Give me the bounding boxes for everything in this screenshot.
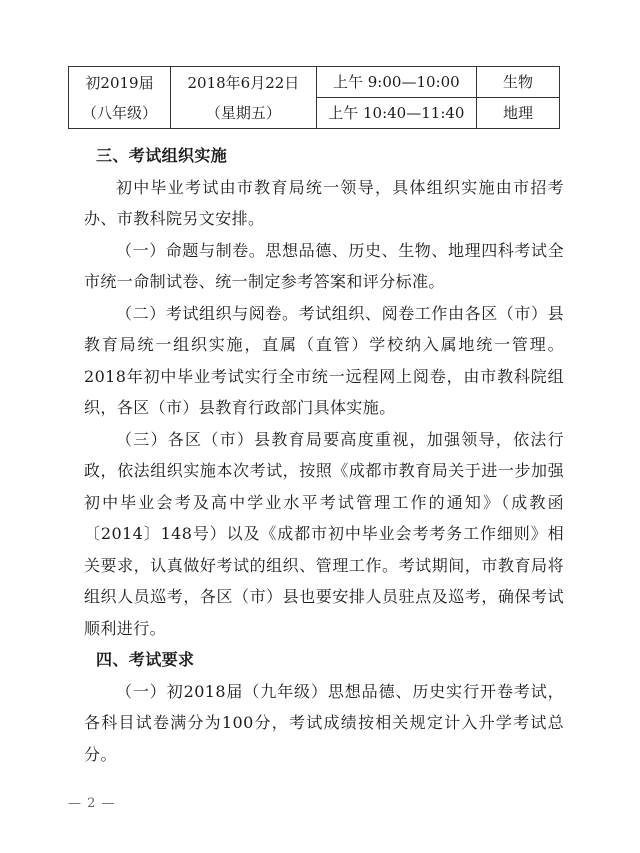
exam-weekday: （星期五）: [205, 103, 281, 122]
paragraph: （一）初2018届（九年级）思想品德、历史实行开卷考试，各科目试卷满分为100分，考试成绩按相关规定计入升学考试总分。: [84, 681, 564, 764]
time-cell: 上午 9:00—10:00: [316, 67, 476, 98]
time-cell: 上午 10:40—11:40: [316, 98, 476, 129]
grade-label: 初2019届: [85, 73, 154, 92]
exam-date: 2018年6月22日: [187, 73, 300, 92]
exam-schedule-table: [68, 66, 560, 129]
subject-cell: 地理: [476, 98, 559, 129]
document-body: [84, 140, 564, 770]
section-heading-4: 四、考试要求: [96, 650, 195, 669]
date-cell: [171, 67, 317, 129]
subject-cell: 生物: [476, 67, 559, 98]
paragraph: 初中毕业考试由市教育局统一领导，具体组织实施由市招考办、市教科院另文安排。: [84, 177, 564, 228]
paragraph: （二）考试组织与阅卷。考试组织、阅卷工作由各区（市）县教育局统一组织实施，直属（直管）学校纳入属地统一管理。2018年初中毕业考试实行全市统一远程网上阅卷，由市教科院组织，各区（市）县教育行政部门具体实施。: [84, 303, 564, 417]
table-row: [69, 67, 560, 98]
section-heading-3: 三、考试组织实施: [96, 146, 228, 165]
grade-level: （八年级）: [82, 103, 158, 122]
grade-cell: [69, 67, 171, 129]
paragraph: （一）命题与制卷。思想品德、历史、生物、地理四科考试全市统一命制试卷、统一制定参考答案和评分标准。: [84, 240, 564, 291]
page-number: — 2 —: [68, 796, 116, 811]
paragraph: （三）各区（市）县教育局要高度重视，加强领导，依法行政，依法组织实施本次考试，按照《成都市教育局关于进一步加强初中毕业会考及高中学业水平考试管理工作的通知》（成教函〔2014〕148号）以及《成都市初中毕业会考考务工作细则》相关要求，认真做好考试的组织、管理工作。考试期间，市教育局将组织人员巡考，各区（市）县也要安排人员驻点及巡考，确保考试顺利进行。: [84, 429, 564, 638]
